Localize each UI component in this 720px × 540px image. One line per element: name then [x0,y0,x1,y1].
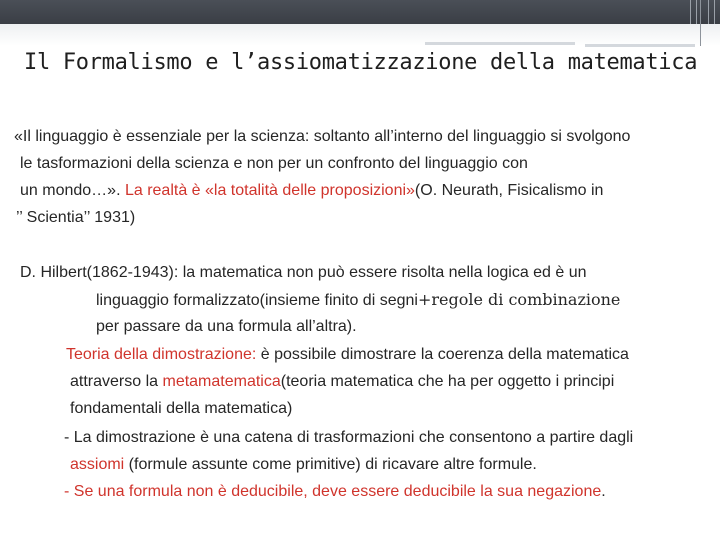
dimostrazione-heading: Teoria della dimostrazione: [66,346,257,363]
neurath-line-2: le tasformazioni della scienza e non per un confronto del linguaggio con [20,155,528,172]
dimostrazione-text: (teoria matematica che ha per oggetto i principi [280,373,615,390]
bullet-1: - La dimostrazione è una catena di trasformazioni che consentono a partire dagli [64,429,634,446]
neurath-line-1: «Il linguaggio è essenziale per la scienza: soltanto all’interno del linguaggio si svolgono [14,128,631,145]
assiomi-term: assiomi [70,456,125,473]
hilbert-line-1: D. Hilbert(1862-1943): la matematica non può essere risolta nella logica ed è un [20,264,587,281]
bullet-text: (formule assunte come primitive) di ricavare altre formule. [124,456,537,473]
neurath-line-3 [20,178,603,204]
dimostrazione-line-1 [66,342,629,368]
neurath-citation: (O. Neurath, Fisicalismo in [414,182,604,199]
top-decorative-bar [0,0,720,24]
neurath-highlight: La realtà è «la totalità delle proposizioni» [124,182,415,199]
dimostrazione-text: è possibile dimostrare la coerenza della matematica [256,346,629,363]
decorative-line [690,0,691,24]
metamatematica-term: metamatematica [162,373,281,390]
neurath-text: un mondo…». [20,182,125,199]
dimostrazione-line-2 [70,369,614,395]
hilbert-line-2 [96,287,620,314]
slide-title: Il Formalismo e l’assiomatizzazione della matematica [24,50,698,75]
dimostrazione-line-3: fondamentali della matematica) [70,400,293,417]
bullet-2-period: . [601,483,606,500]
decorative-line [708,0,709,24]
header-gradient-band [0,24,720,46]
dimostrazione-text: attraverso la [70,373,163,390]
hilbert-line-3: per passare da una formula all’altra). [96,318,357,335]
hilbert-text: linguaggio formalizzato(insieme finito di segni [96,292,418,309]
decorative-segment [425,42,575,45]
decorative-vertical-rule [700,0,701,46]
decorative-line [696,0,697,24]
bullet-2-highlight: - Se una formula non è deducibile, deve essere deducibile la sua negazione [64,483,602,500]
decorative-line [714,0,715,24]
bullet-2 [64,479,606,505]
bullet-1-continued [70,452,537,478]
decorative-segment [585,44,695,47]
hilbert-serif-text: +regole di combinazione [417,290,621,309]
neurath-line-4: ’’ Scientia’’ 1931) [16,209,136,226]
